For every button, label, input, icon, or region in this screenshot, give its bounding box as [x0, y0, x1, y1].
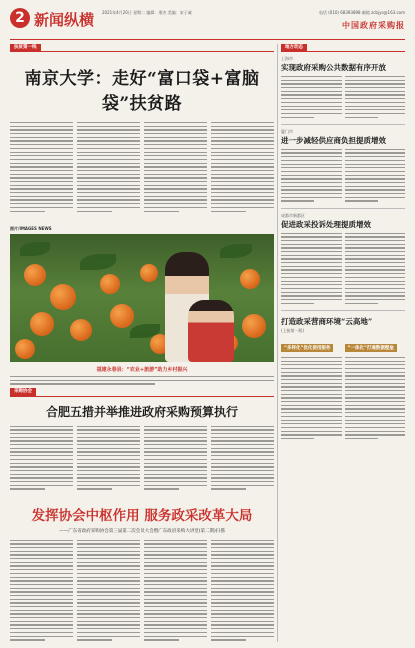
section-tagbar: [10, 389, 274, 397]
section-tagbar: [281, 44, 405, 52]
side-headline[interactable]: 实现政府采购公共数据有序开放: [281, 63, 386, 72]
newspaper-brand: 中国政府采购报: [342, 20, 405, 30]
third-article-body: [10, 540, 274, 648]
contact-meta: 电话 (010) 68393898 邮箱 zcbjys@163.com: [318, 10, 405, 15]
section-tagbar: [10, 44, 274, 52]
side-article-body: [281, 233, 405, 307]
region-kicker: 厦门市: [281, 128, 293, 134]
section-tag: 采购协会: [10, 388, 36, 396]
column-divider: [277, 44, 278, 642]
section-tag: 扶贫第一线: [10, 44, 41, 52]
region-kicker: 成都市新都区: [281, 212, 305, 218]
continued-note: (上接第一版): [281, 327, 305, 333]
text-column: [10, 122, 73, 222]
side-column: [281, 44, 405, 442]
second-article-body: [10, 426, 274, 498]
orchard-photo: [10, 234, 274, 362]
third-headline[interactable]: 发挥协会中枢作用 服务政采改革大局: [31, 507, 253, 524]
side-headline[interactable]: 促进政采投诉处理提质增效: [281, 219, 371, 229]
section-tag: 地方动态: [281, 44, 307, 52]
issue-meta: 2021年4月20日 星期二 编辑：邢杰 美编：宋子诚: [102, 10, 192, 15]
lead-article-body: [10, 122, 274, 222]
side-headline[interactable]: 打造政采营商环境“云高地”: [281, 316, 373, 326]
region-kicker: 上海市: [281, 56, 293, 61]
photo-caption: 福建永春县：“农业+旅游”助力乡村振兴: [96, 367, 188, 373]
text-column: [77, 122, 140, 222]
page-number: 2: [10, 8, 30, 28]
masthead: [10, 6, 405, 40]
side-article-body: [281, 149, 405, 204]
side-headline[interactable]: 进一步减轻供应商负担提质增效: [281, 135, 386, 145]
photo-credit: 图片/IMAGES NEWS: [10, 226, 52, 231]
caption-text: [10, 376, 274, 385]
side-boxes: [281, 334, 405, 442]
text-column: [211, 122, 274, 222]
child-figure: [188, 300, 234, 362]
second-headline[interactable]: 合肥五措并举推进政府采购预算执行: [45, 404, 238, 419]
lead-headline[interactable]: 南京大学：走好“富口袋+富脑袋”扶贫路: [24, 69, 260, 114]
main-column: [10, 44, 274, 648]
third-subtitle: ——广东省政府采购协会第三届第二次会员大会暨广东政府采购大讲堂(第二期)扫描: [59, 528, 225, 534]
subhead-box: “多样化”优化使用服务: [281, 344, 333, 352]
section-title: 新闻纵横: [34, 11, 95, 29]
side-article-body: [281, 76, 405, 120]
subhead-box: “一体化”打通数据壁垒: [345, 344, 397, 352]
text-column: [144, 122, 207, 222]
